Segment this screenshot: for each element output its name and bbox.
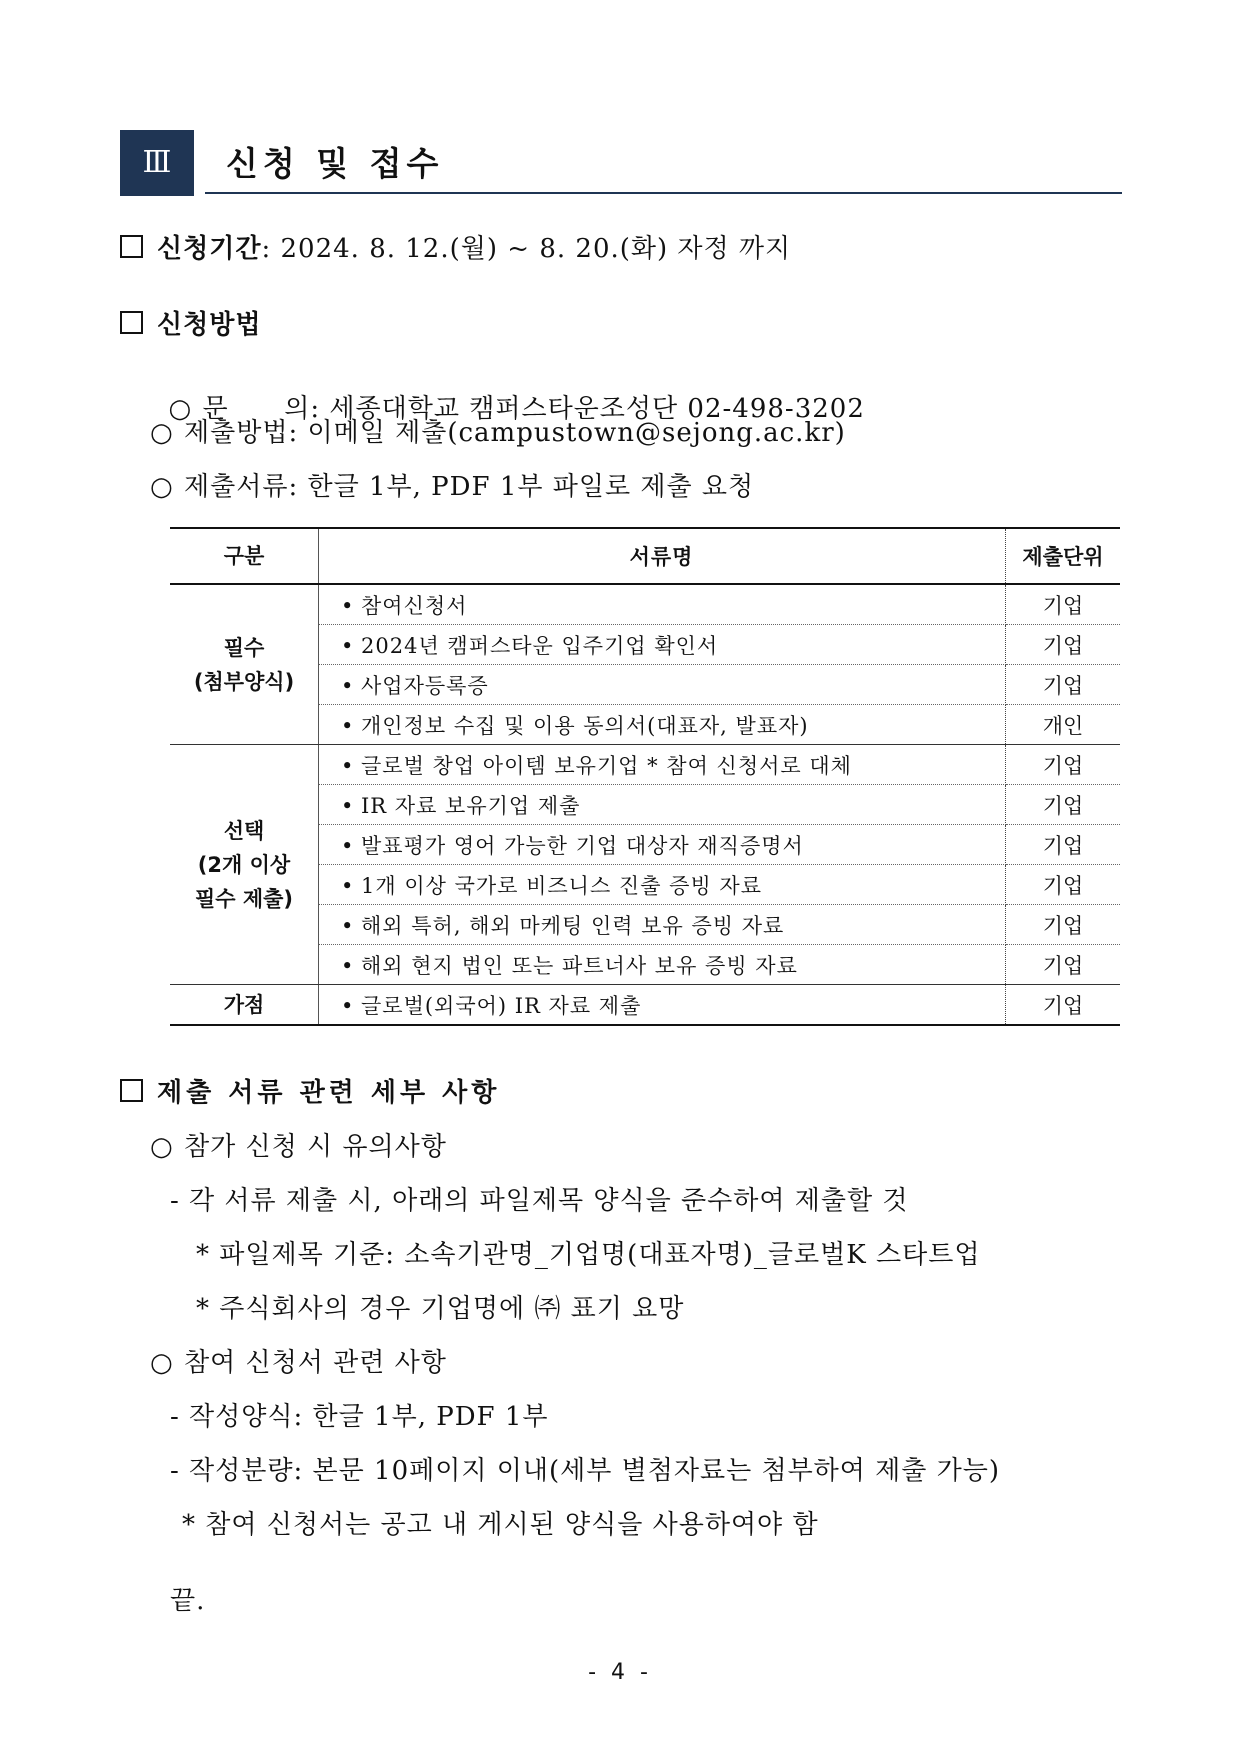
bullet-icon: • [341, 753, 355, 778]
checkbox-icon [120, 1079, 143, 1102]
document-name: • 참여신청서 [319, 584, 1006, 625]
period-text: : 2024. 8. 12.(월) ~ 8. 20.(화) 자정 까지 [261, 234, 792, 264]
category-required: 필수 (첨부양식) [170, 584, 319, 745]
details-item: - 각 서류 제출 시, 아래의 파일제목 양식을 준수하여 제출할 것 [170, 1186, 909, 1216]
bullet-icon: • [341, 633, 355, 658]
section-divider [205, 192, 1122, 194]
table-header-row [170, 528, 1120, 584]
header-document: 서류명 [319, 528, 1006, 584]
bullet-icon: • [341, 713, 355, 738]
method-item: ○ 제출서류: 한글 1부, PDF 1부 파일로 제출 요청 [150, 472, 755, 502]
document-name: • 해외 특허, 해외 마케팅 인력 보유 증빙 자료 [319, 905, 1006, 945]
submit-unit: 기업 [1006, 584, 1121, 625]
submit-unit: 개인 [1006, 705, 1121, 745]
details-item: - 작성분량: 본문 10페이지 이내(세부 별첨자료는 첨부하여 제출 가능) [170, 1456, 1001, 1486]
page-number: - 4 - [588, 1660, 652, 1685]
document-name: • 발표평가 영어 가능한 기업 대상자 재직증명서 [319, 825, 1006, 865]
bullet-icon: • [341, 593, 355, 618]
bullet-icon: • [341, 913, 355, 938]
submit-unit: 기업 [1006, 625, 1121, 665]
submit-unit: 기업 [1006, 945, 1121, 985]
checkbox-icon [120, 311, 143, 334]
document-name: • 글로벌 창업 아이템 보유기업 * 참여 신청서로 대체 [319, 745, 1006, 785]
circle-bullet-icon: ○ [150, 1132, 174, 1162]
submit-unit: 기업 [1006, 865, 1121, 905]
submit-unit: 기업 [1006, 825, 1121, 865]
document-name: • 1개 이상 국가로 비즈니스 진출 증빙 자료 [319, 865, 1006, 905]
section-number: Ⅲ [120, 130, 194, 196]
details-item: ○ 참가 신청 시 유의사항 [150, 1132, 447, 1162]
submit-unit: 기업 [1006, 745, 1121, 785]
details-note: * 참여 신청서는 공고 내 게시된 양식을 사용하여야 함 [182, 1510, 819, 1540]
bullet-icon: • [341, 833, 355, 858]
circle-bullet-icon: ○ [150, 418, 174, 448]
method-item: ○ 제출방법: 이메일 제출(campustown@sejong.ac.kr) [150, 418, 846, 448]
bullet-icon: • [341, 993, 355, 1018]
details-note: * 파일제목 기준: 소속기관명_기업명(대표자명)_글로벌K 스타트업 [196, 1240, 981, 1270]
circle-bullet-icon: ○ [168, 394, 193, 424]
submit-unit: 기업 [1006, 785, 1121, 825]
period-label: 신청기간 [157, 234, 262, 264]
document-name: • 글로벌(외국어) IR 자료 제출 [319, 985, 1006, 1026]
table-row [170, 745, 1120, 785]
end-mark: 끝. [170, 1586, 206, 1616]
document-name: • IR 자료 보유기업 제출 [319, 785, 1006, 825]
details-note: * 주식회사의 경우 기업명에 ㈜ 표기 요망 [196, 1294, 685, 1324]
documents-table [170, 527, 1120, 1026]
circle-bullet-icon: ○ [150, 1348, 174, 1378]
details-heading [120, 1072, 500, 1109]
bullet-icon: • [341, 873, 355, 898]
bullet-icon: • [341, 793, 355, 818]
document-name: • 개인정보 수집 및 이용 동의서(대표자, 발표자) [319, 705, 1006, 745]
category-optional: 선택 (2개 이상 필수 제출) [170, 745, 319, 985]
document-name: • 2024년 캠퍼스타운 입주기업 확인서 [319, 625, 1006, 665]
submit-unit: 기업 [1006, 665, 1121, 705]
method-heading [120, 304, 261, 341]
document-name: • 해외 현지 법인 또는 파트너사 보유 증빙 자료 [319, 945, 1006, 985]
circle-bullet-icon: ○ [150, 472, 174, 502]
header-unit: 제출단위 [1006, 528, 1121, 584]
checkbox-icon [120, 235, 143, 258]
header-category: 구분 [170, 528, 319, 584]
table-row [170, 584, 1120, 625]
document-name: • 사업자등록증 [319, 665, 1006, 705]
details-label: 제출 서류 관련 세부 사항 [157, 1078, 501, 1108]
details-item: - 작성양식: 한글 1부, PDF 1부 [170, 1402, 549, 1432]
category-bonus: 가점 [170, 985, 319, 1026]
bullet-icon: • [341, 953, 355, 978]
method-label: 신청방법 [157, 310, 262, 340]
section-title: 신청 및 접수 [226, 144, 444, 183]
submit-unit: 기업 [1006, 905, 1121, 945]
table-row [170, 985, 1120, 1026]
details-item: ○ 참여 신청서 관련 사항 [150, 1348, 447, 1378]
bullet-icon: • [341, 673, 355, 698]
method-item: ○ 문 의: 세종대학교 캠퍼스타운조성단 02-498-3202 [168, 394, 865, 424]
section-header [120, 130, 1122, 196]
period-line [120, 228, 791, 265]
submit-unit: 기업 [1006, 985, 1121, 1026]
